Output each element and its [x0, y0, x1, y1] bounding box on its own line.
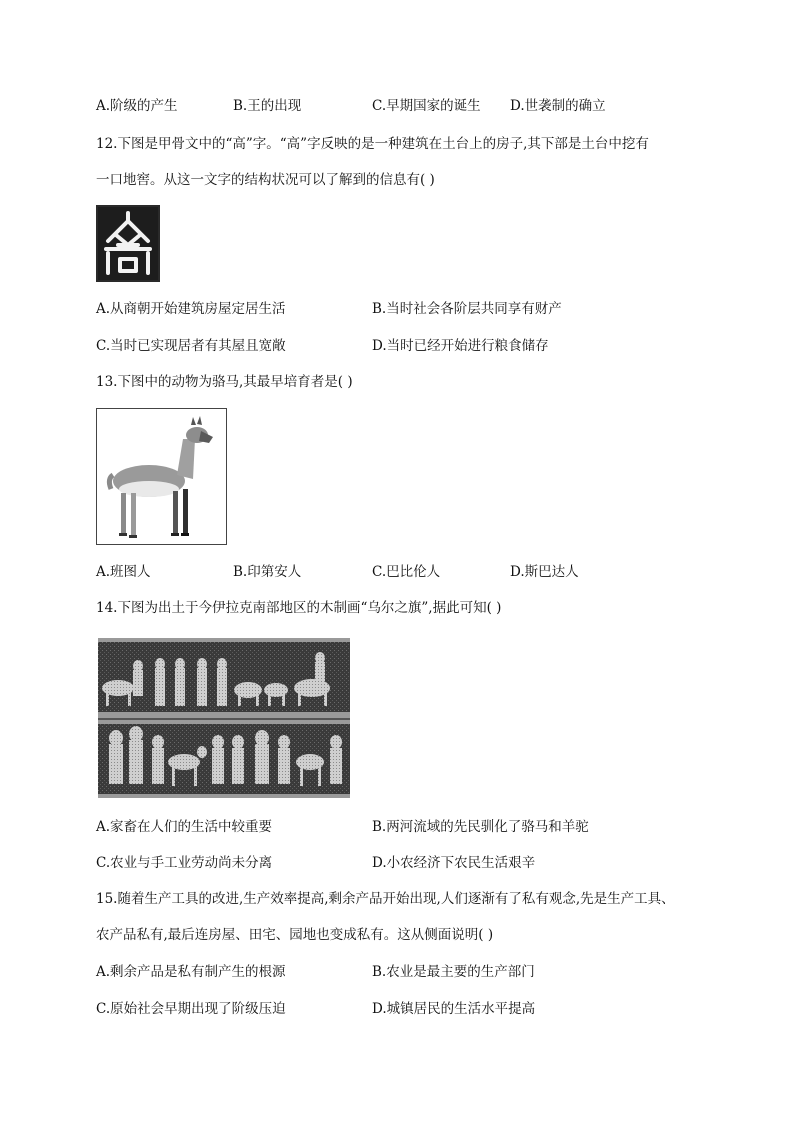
q14-option-d[interactable]: D.小农经济下农民生活艰辛 — [372, 855, 536, 871]
q15-option-d[interactable]: D.城镇居民的生活水平提高 — [372, 1001, 536, 1017]
gao-glyph-svg — [96, 205, 160, 282]
q13-stem: 13.下图中的动物为骆马,其最早培育者是( ) — [96, 374, 353, 390]
q11-option-b[interactable]: B.王的出现 — [233, 98, 302, 114]
q14-option-a[interactable]: A.家畜在人们的生活中较重要 — [96, 819, 273, 835]
q12-option-b[interactable]: B.当时社会各阶层共同享有财产 — [372, 301, 562, 317]
standard-of-ur-illustration — [98, 638, 350, 798]
q13-option-a[interactable]: A.班图人 — [96, 564, 151, 580]
q14-option-b[interactable]: B.两河流域的先民驯化了骆马和羊驼 — [372, 819, 589, 835]
q11-option-a[interactable]: A.阶级的产生 — [96, 98, 178, 114]
q15-stem-line2: 农产品私有,最后连房屋、田宅、园地也变成私有。这从侧面说明( ) — [96, 927, 494, 943]
q12-option-a[interactable]: A.从商朝开始建筑房屋定居生活 — [96, 301, 286, 317]
q12-stem-line2: 一口地窖。从这一文字的结构状况可以了解到的信息有( ) — [96, 172, 435, 188]
standard-of-ur-image — [98, 638, 350, 798]
q14-option-c[interactable]: C.农业与手工业劳动尚未分离 — [96, 855, 273, 871]
q15-option-a[interactable]: A.剩余产品是私有制产生的根源 — [96, 964, 286, 980]
q13-option-c[interactable]: C.巴比伦人 — [372, 564, 441, 580]
oracle-bone-gao-character-image — [96, 205, 160, 282]
q11-option-d[interactable]: D.世袭制的确立 — [510, 98, 606, 114]
llama-illustration — [97, 409, 226, 544]
q14-stem: 14.下图为出土于今伊拉克南部地区的木制画“乌尔之旗”,据此可知( ) — [96, 600, 502, 616]
q13-option-d[interactable]: D.斯巴达人 — [510, 564, 579, 580]
q12-stem-line1: 12.下图是甲骨文中的“高”字。“高”字反映的是一种建筑在土台上的房子,其下部是土台中挖有 — [96, 136, 649, 152]
q15-option-c[interactable]: C.原始社会早期出现了阶级压迫 — [96, 1001, 286, 1017]
q13-option-b[interactable]: B.印第安人 — [233, 564, 302, 580]
q12-option-c[interactable]: C.当时已实现居者有其屋且宽敞 — [96, 338, 286, 354]
q12-option-d[interactable]: D.当时已经开始进行粮食储存 — [372, 338, 549, 354]
llama-image — [96, 408, 227, 545]
q15-option-b[interactable]: B.农业是最主要的生产部门 — [372, 964, 535, 980]
q11-option-c[interactable]: C.早期国家的诞生 — [372, 98, 481, 114]
q15-stem-line1: 15.随着生产工具的改进,生产效率提高,剩余产品开始出现,人们逐渐有了私有观念,先是生产工具、 — [96, 891, 675, 907]
